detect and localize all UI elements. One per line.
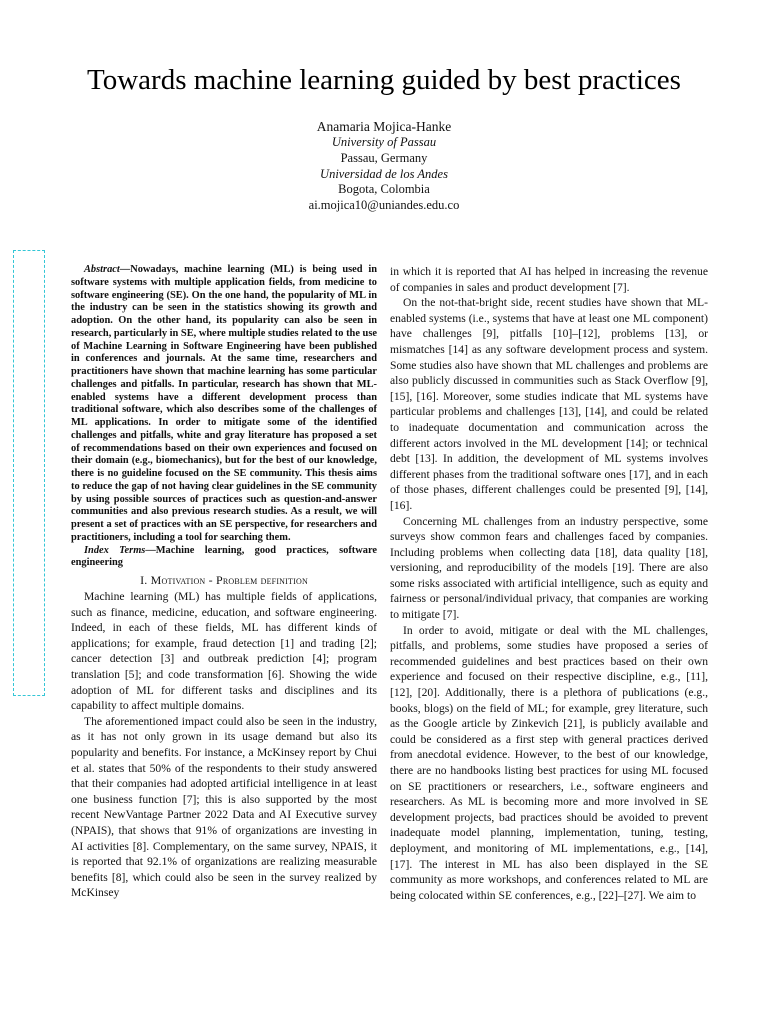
paper-title: Towards machine learning guided by best practices	[87, 64, 681, 96]
section-heading: I. Motivation - Problem definition	[140, 573, 308, 587]
author-block	[0, 118, 768, 214]
paragraph: in which it is reported that AI has helped in increasing the revenue of companies in sales and product development [7].	[390, 265, 708, 294]
arxiv-side-label-box[interactable]	[13, 250, 45, 696]
left-column	[71, 264, 377, 901]
right-column	[390, 264, 708, 903]
abstract-label: Abstract	[84, 264, 120, 275]
author-location-1: Passau, Germany	[340, 150, 428, 165]
author-name: Anamaria Mojica-Hanke	[316, 119, 452, 134]
author-affiliation-1: University of Passau	[331, 135, 437, 149]
paragraph: Machine learning (ML) has multiple fields of applications, such as finance, medicine, education, and software engineering. Indeed, in each of these fields, ML has different kinds of applications; for example, fraud detection [1] and trading [2]; cancer detection [3] and outbreak prediction [4]; program translation [5]; and code transformation [6]. Showing the wide adoption of ML for different tasks and disciplines and its capability to affect multiple domains.	[71, 590, 377, 713]
abstract	[71, 264, 377, 545]
index-terms	[71, 545, 377, 571]
paragraph: Concerning ML challenges from an industry perspective, some surveys show common fears and challenges faced by companies. Including problems when collecting data [18], data quality [18], versioning, and reproducibility of the models [19]. There are also some risks associated with artificial intelligence, such as equity and fairness or personal/individual privacy, that companies are working to mitigate [7].	[390, 514, 708, 622]
author-affiliation-2: Universidad de los Andes	[320, 166, 448, 181]
index-terms-text: —Machine learning, good practices, software engineering	[71, 544, 377, 569]
abstract-text: —Nowadays, machine learning (ML) is being used in software systems with multiple application fields, from medicine to software engineering (SE). On the one hand, the popularity of ML in the industry can be seen in the statistics showing its growth and adoption. On the other hand, its popularity can also be seen in research, particularly in SE, where multiple studies related to the use of Machine Learning in Software Engineering have been published in conferences and journals. At the same time, researchers and practitioners have shown that machine learning has some particular challenges and pitfalls. In particular, research has shown that ML-enabled systems have a different development process than traditional software, which also describes some of the challenges of ML applications. In order to mitigate some of the identified challenges and pitfalls, white and gray literature has proposed a set of recommendations based on their own experiences and focused on their domain (e.g., biomechanics), but for the best of our knowledge, there is no guideline focused on the SE community. This thesis aims to reduce the gap of not having clear guidelines in the SE community by using possible sources of practices such as question-and-answer communities and also previous research studies. As a result, we will present a set of practices with an SE perspective, for researchers and practitioners, including a tool for searching them.	[71, 264, 377, 543]
author-location-2: Bogota, Colombia	[338, 182, 430, 197]
index-terms-label: Index Terms	[84, 544, 146, 556]
paragraph: On the not-that-bright side, recent studies have shown that ML-enabled systems (i.e., systems that have at least one ML component) have challenges [9], pitfalls [10]–[12], problems [13], or mismatches [14] as any software development process and system. Some studies also have shown that ML challenges and problems are also publicly discussed in communities such as Stack Overflow [9], [15], [16]. Moreover, some studies indicate that ML systems have particular problems and challenges [13], [14], and could be related to inadequate documentation and communication across the different actors involved in the ML development [14]; or technical debt [13]. In addition, the development of ML systems involves different phases from the traditional software ones [17], and in each of those phases, different challenges could be presented [9], [14], [16].	[390, 296, 708, 512]
paragraph: In order to avoid, mitigate or deal with the ML challenges, pitfalls, and problems, some studies have proposed a series of recommended guidelines and best practices based on their own experience and focused on their respective discipline, e.g., [11], [12], [20]. Additionally, there is a plethora of publications (e.g., books, blogs) on the field of ML; for example, grey literature, such as the Google article by Zinkevich [21], is publicly available and could be considered as a first step with general practices derived from anecdotal evidence. However, to the best of our knowledge, there are no handbooks listing best practices for using ML focused on SE practitioners or researchers, i.e., software engineers and researchers. As ML is becoming more and more involved in SE development projects, bad practices should be avoided to prevent inadequate model planning, implementation, tuning, testing, deployment, and monitoring of ML implementations, e.g., [14], [17]. The interest in ML has also been displayed in the SE community as more workshops, and conferences related to ML are being colocated within SE conferences, e.g., [22]–[27]. We aim to	[390, 623, 708, 902]
paragraph: The aforementioned impact could also be seen in the industry, as it has not only grown in its usage demand but also its popularity and benefits. For instance, a McKinsey report by Chui et al. states that 50% of the respondents to their study answered that their companies had adopted artificial intelligence in at least one business function [7]; this is also supported by the most recent NewVantage Partner 2022 Data and AI Executive survey (NPAIS), that shows that 91% of organizations are investing in AI activities [8]. Complementary, on the same survey, NPAIS, it is reported that 92.1% of organizations are realizing measurable benefits [8], which could also be seen in the survey realized by McKinsey	[71, 714, 377, 900]
author-email[interactable]: ai.mojica10@uniandes.edu.co	[308, 198, 460, 213]
